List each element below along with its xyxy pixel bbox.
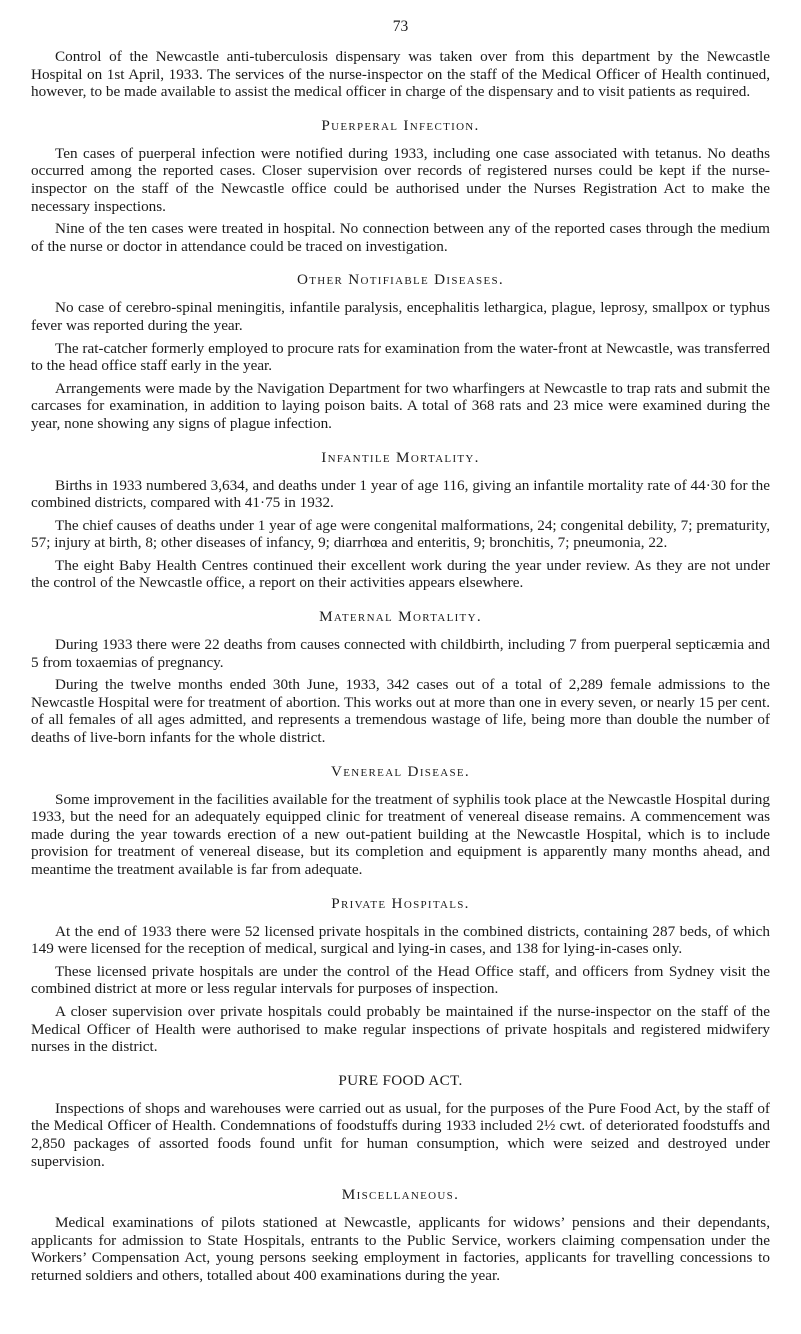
paragraph: These licensed private hospitals are under the control of the Head Office staff, and officers from Sydney visit the combined district at more or less regular intervals for purposes of inspection. xyxy=(31,962,770,998)
paragraph: At the end of 1933 there were 52 licensed private hospitals in the combined districts, containing 287 beds, of which 149 were licensed for the reception of medical, surgical and lying-in cases, and 138 for lying-in-cases only. xyxy=(31,922,770,958)
page-number: 73 xyxy=(392,18,409,35)
section xyxy=(31,1072,770,1170)
section-heading: Miscellaneous. xyxy=(341,1186,460,1204)
paragraph: Births in 1933 numbered 3,634, and deaths under 1 year of age 116, giving an infantile mortality rate of 44·30 for the combined districts, compared with 41·75 in 1932. xyxy=(31,476,770,512)
section xyxy=(31,608,770,747)
paragraph: Some improvement in the facilities available for the treatment of syphilis took place at the Newcastle Hospital during 1933, but the need for an adequately equipped clinic for treatment of venereal disease remains. A commencement was made during the year towards erection of a new out-patient building at the Newcastle Hospital, which is to include provision for treatment of venereal disease, but its completion and equipment is apparently many months ahead, and meantime the treatment available is far from adequate. xyxy=(31,790,770,878)
section xyxy=(31,763,770,879)
section xyxy=(31,895,770,1056)
paragraph: Inspections of shops and warehouses were carried out as usual, for the purposes of the Pure Food Act, by the staff of the Medical Officer of Health. Condemnations of foodstuffs during 1933 included 2½ cwt. of deteriorated foodstuffs and 2,850 packages of assorted foods found unfit for human consumption, which were seized and destroyed under supervision. xyxy=(31,1099,770,1170)
section xyxy=(31,117,770,256)
section-heading: Infantile Mortality. xyxy=(321,448,480,466)
paragraph: Nine of the ten cases were treated in hospital. No connection between any of the reported cases through the medium of the nurse or doctor in attendance could be traced on investigation. xyxy=(31,220,770,255)
section-heading: Venereal Disease. xyxy=(330,762,470,780)
paragraph: Medical examinations of pilots stationed at Newcastle, applicants for widows’ pensions and their dependants, applicants for admission to State Hospitals, entrants to the Public Service, workers claiming compensation under the Workers’ Compensation Act, young persons seeking employment in factories, applicants for travelling concessions to returned soldiers and others, totalled about 400 examinations during the year. xyxy=(31,1214,770,1284)
paragraph: No case of cerebro-spinal meningitis, infantile paralysis, encephalitis lethargica, plague, leprosy, smallpox or typhus fever was reported during the year. xyxy=(31,299,770,334)
paragraph: Ten cases of puerperal infection were notified during 1933, including one case associated with tetanus. No deaths occurred among the reported cases. Closer supervision over records of registered nurses could be kept if the nurse-inspector on the staff of the Newcastle office could be authorised under the Nurses Registration Act to make the necessary inspections. xyxy=(31,144,770,215)
paragraph: During 1933 there were 22 deaths from causes connected with childbirth, including 7 from puerperal septicæmia and 5 from toxaemias of pregnancy. xyxy=(31,636,770,671)
intro-text xyxy=(31,48,770,101)
paragraph: During the twelve months ended 30th June, 1933, 342 cases out of a total of 2,289 female admissions to the Newcastle Hospital were for treatment of abortion. This works out at more than one in every seven, or nearly 15 per cent. of all females of all ages admitted, and represents a tremendous wastage of life, being more than double the number of deaths of live-born infants for the whole district. xyxy=(31,676,770,747)
section-heading: Maternal Mortality. xyxy=(319,608,482,626)
section xyxy=(31,1186,770,1284)
section-heading: PURE FOOD ACT. xyxy=(338,1071,463,1089)
intro-paragraph: Control of the Newcastle anti-tuberculosis dispensary was taken over from this department by the Newcastle Hospital on 1st April, 1933. The services of the nurse-inspector on the staff of the Medical Officer of Health continued, however, to be made available to assist the medical officer in charge of the dispensary and to visit patients as required. xyxy=(31,48,770,101)
paragraph: A closer supervision over private hospitals could probably be maintained if the nurse-inspector on the staff of the Medical Officer of Health were authorised to make regular inspections of private hospitals and registered midwifery nurses in the district. xyxy=(31,1002,770,1056)
paragraph: The chief causes of deaths under 1 year of age were congenital malformations, 24; congenital debility, 7; prematurity, 57; injury at birth, 8; other diseases of infancy, 9; diarrhœa and enteritis, 9; bronchitis, 7; pneumonia, 22. xyxy=(31,516,770,552)
section-heading: Private Hospitals. xyxy=(331,894,470,912)
paragraph: The eight Baby Health Centres continued their excellent work during the year under review. As they are not under the control of the Newcastle office, a report on their activities appears elsewhere. xyxy=(31,556,770,592)
document-body xyxy=(31,117,770,1285)
paragraph: Arrangements were made by the Navigation Department for two wharfingers at Newcastle to trap rats and submit the carcases for examination, in addition to laying poison baits. A total of 368 rats and 23 mice were examined during the year, none showing any signs of plague infection. xyxy=(31,379,770,432)
section-heading: Other Notifiable Diseases. xyxy=(296,271,505,289)
section-heading: Puerperal Infection. xyxy=(321,116,480,134)
paragraph: The rat-catcher formerly employed to procure rats for examination from the water-front at Newcastle, was transferred to the head office staff early in the year. xyxy=(31,339,770,375)
section xyxy=(31,271,770,432)
section xyxy=(31,449,770,593)
